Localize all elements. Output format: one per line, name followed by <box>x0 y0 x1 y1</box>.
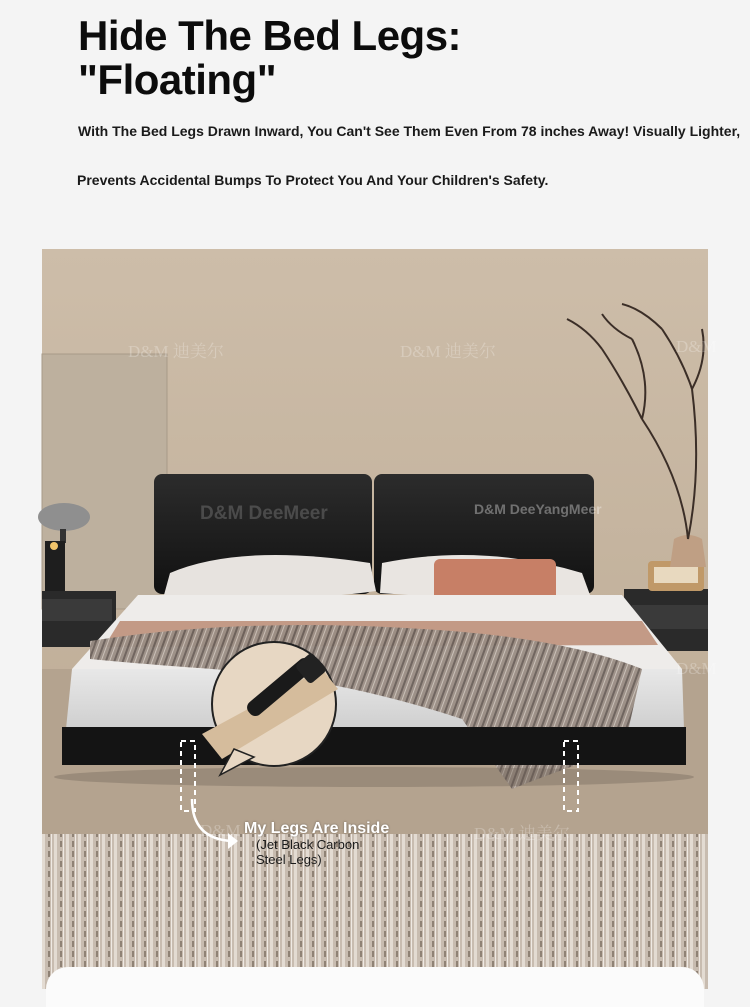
watermark: D&M 迪美尔 <box>474 824 570 843</box>
description-line-2: Prevents Accidental Bumps To Protect You And Your Children's Safety. <box>77 172 549 188</box>
watermark: D&M 迪美尔 <box>400 342 496 361</box>
callout-subtitle <box>256 837 359 867</box>
watermark: D&M <box>676 337 717 356</box>
title-line-1: Hide The Bed Legs: <box>78 12 462 59</box>
headboard-watermark: D&M DeeYangMeer <box>474 501 602 517</box>
product-photo <box>42 249 717 989</box>
callout-subtitle-line-1: (Jet Black Carbon <box>256 837 360 852</box>
watermark: D&M <box>676 659 717 678</box>
headboard-watermark: D&M DeeMeer <box>200 503 328 524</box>
next-section-card <box>46 967 704 1007</box>
description-line-1: With The Bed Legs Drawn Inward, You Can't See Them Even From 78 inches Away! Visually Lighter, <box>78 123 741 139</box>
watermark: D&M <box>200 821 241 840</box>
callout-title: My Legs Are Inside <box>244 820 390 837</box>
title-line-2: "Floating" <box>78 56 277 103</box>
callout-subtitle-line-2: Steel Legs) <box>256 852 322 867</box>
watermark: D&M 迪美尔 <box>128 342 224 361</box>
page-title <box>78 14 461 102</box>
